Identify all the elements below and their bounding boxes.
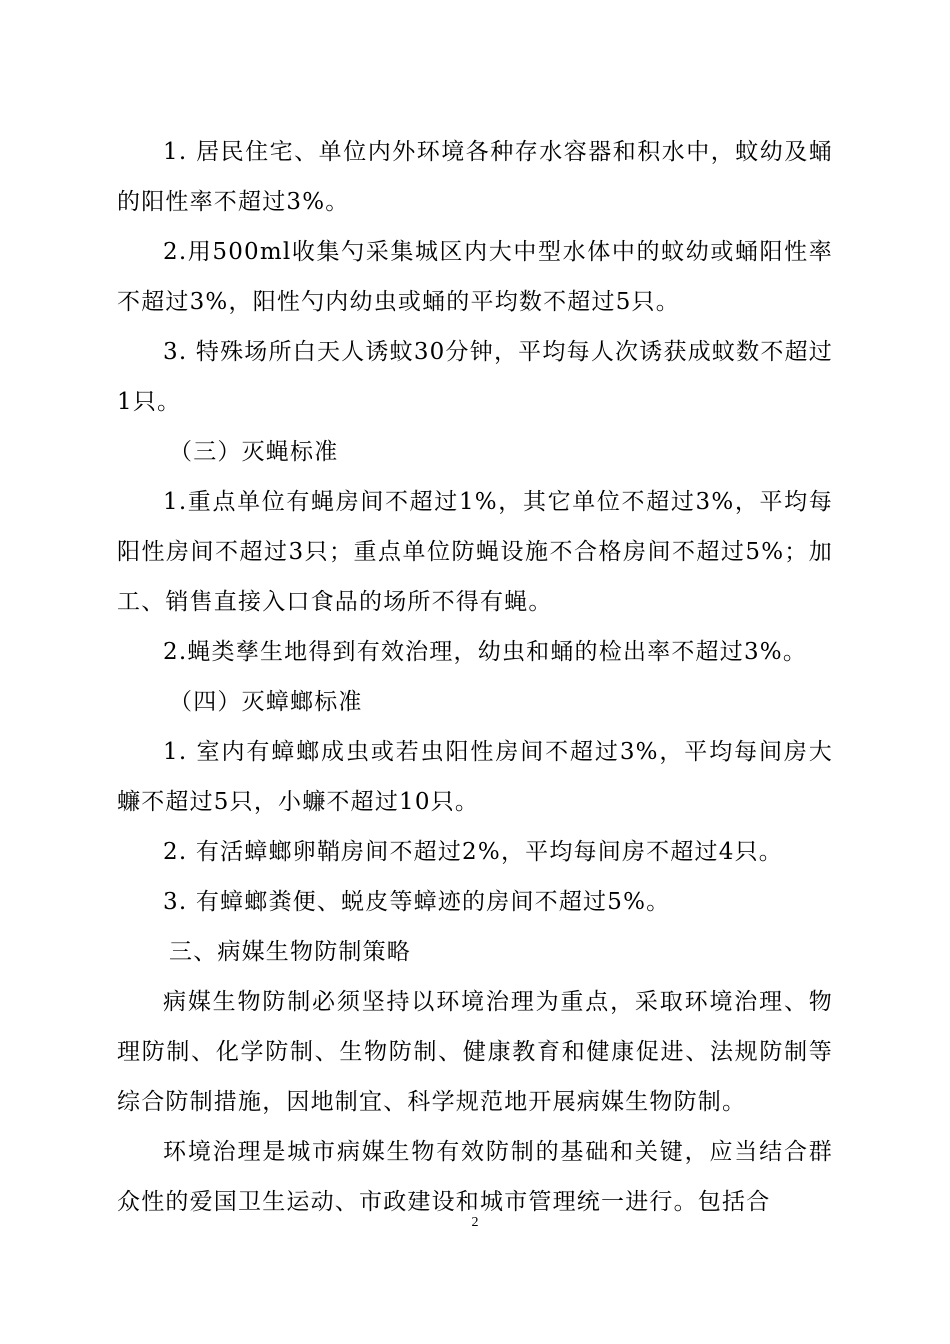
paragraph-mosquito-larvae-residential: 1. 居民住宅、单位内外环境各种存水容器和积水中，蚊幼及蛹的阳性率不超过3%。	[117, 139, 833, 215]
heading-fly-standard: （三）灭蝇标准	[169, 439, 339, 465]
paragraph-cockroach-traces: 3. 有蟑螂粪便、蜕皮等蟑迹的房间不超过5%。	[163, 889, 671, 915]
paragraph-fly-rooms: 1.重点单位有蝇房间不超过1%，其它单位不超过3%，平均每阳性房间不超过3只；重点单位防蝇设施不合格房间不超过5%；加工、销售直接入口食品的场所不得有蝇。	[117, 489, 833, 615]
paragraph-mosquito-larvae-water-bodies: 2.用500ml收集勺采集城区内大中型水体中的蚊幼或蛹阳性率不超过3%，阳性勺内幼虫或蛹的平均数不超过5只。	[117, 239, 833, 315]
paragraph-cockroach-rooms: 1. 室内有蟑螂成虫或若虫阳性房间不超过3%，平均每间房大蠊不超过5只，小蠊不超过10只。	[117, 739, 833, 815]
paragraph-mosquito-adult-landing: 3. 特殊场所白天人诱蚊30分钟，平均每人次诱获成蚊数不超过1只。	[117, 339, 833, 415]
document-body	[117, 127, 833, 1227]
page-number: 2	[471, 1215, 479, 1230]
paragraph-environmental-management: 环境治理是城市病媒生物有效防制的基础和关键，应当结合群众性的爱国卫生运动、市政建设和城市管理统一进行。包括合	[117, 1139, 833, 1215]
heading-control-strategy: 三、病媒生物防制策略	[169, 939, 411, 965]
paragraph-cockroach-egg-cases: 2. 有活蟑螂卵鞘房间不超过2%，平均每间房不超过4只。	[163, 839, 783, 865]
heading-cockroach-standard: （四）灭蟑螂标准	[169, 689, 363, 715]
paragraph-fly-breeding-sites: 2.蝇类孳生地得到有效治理，幼虫和蛹的检出率不超过3%。	[163, 639, 808, 665]
paragraph-integrated-control: 病媒生物防制必须坚持以环境治理为重点，采取环境治理、物理防制、化学防制、生物防制、健康教育和健康促进、法规防制等综合防制措施，因地制宜、科学规范地开展病媒生物防制。	[117, 989, 833, 1115]
